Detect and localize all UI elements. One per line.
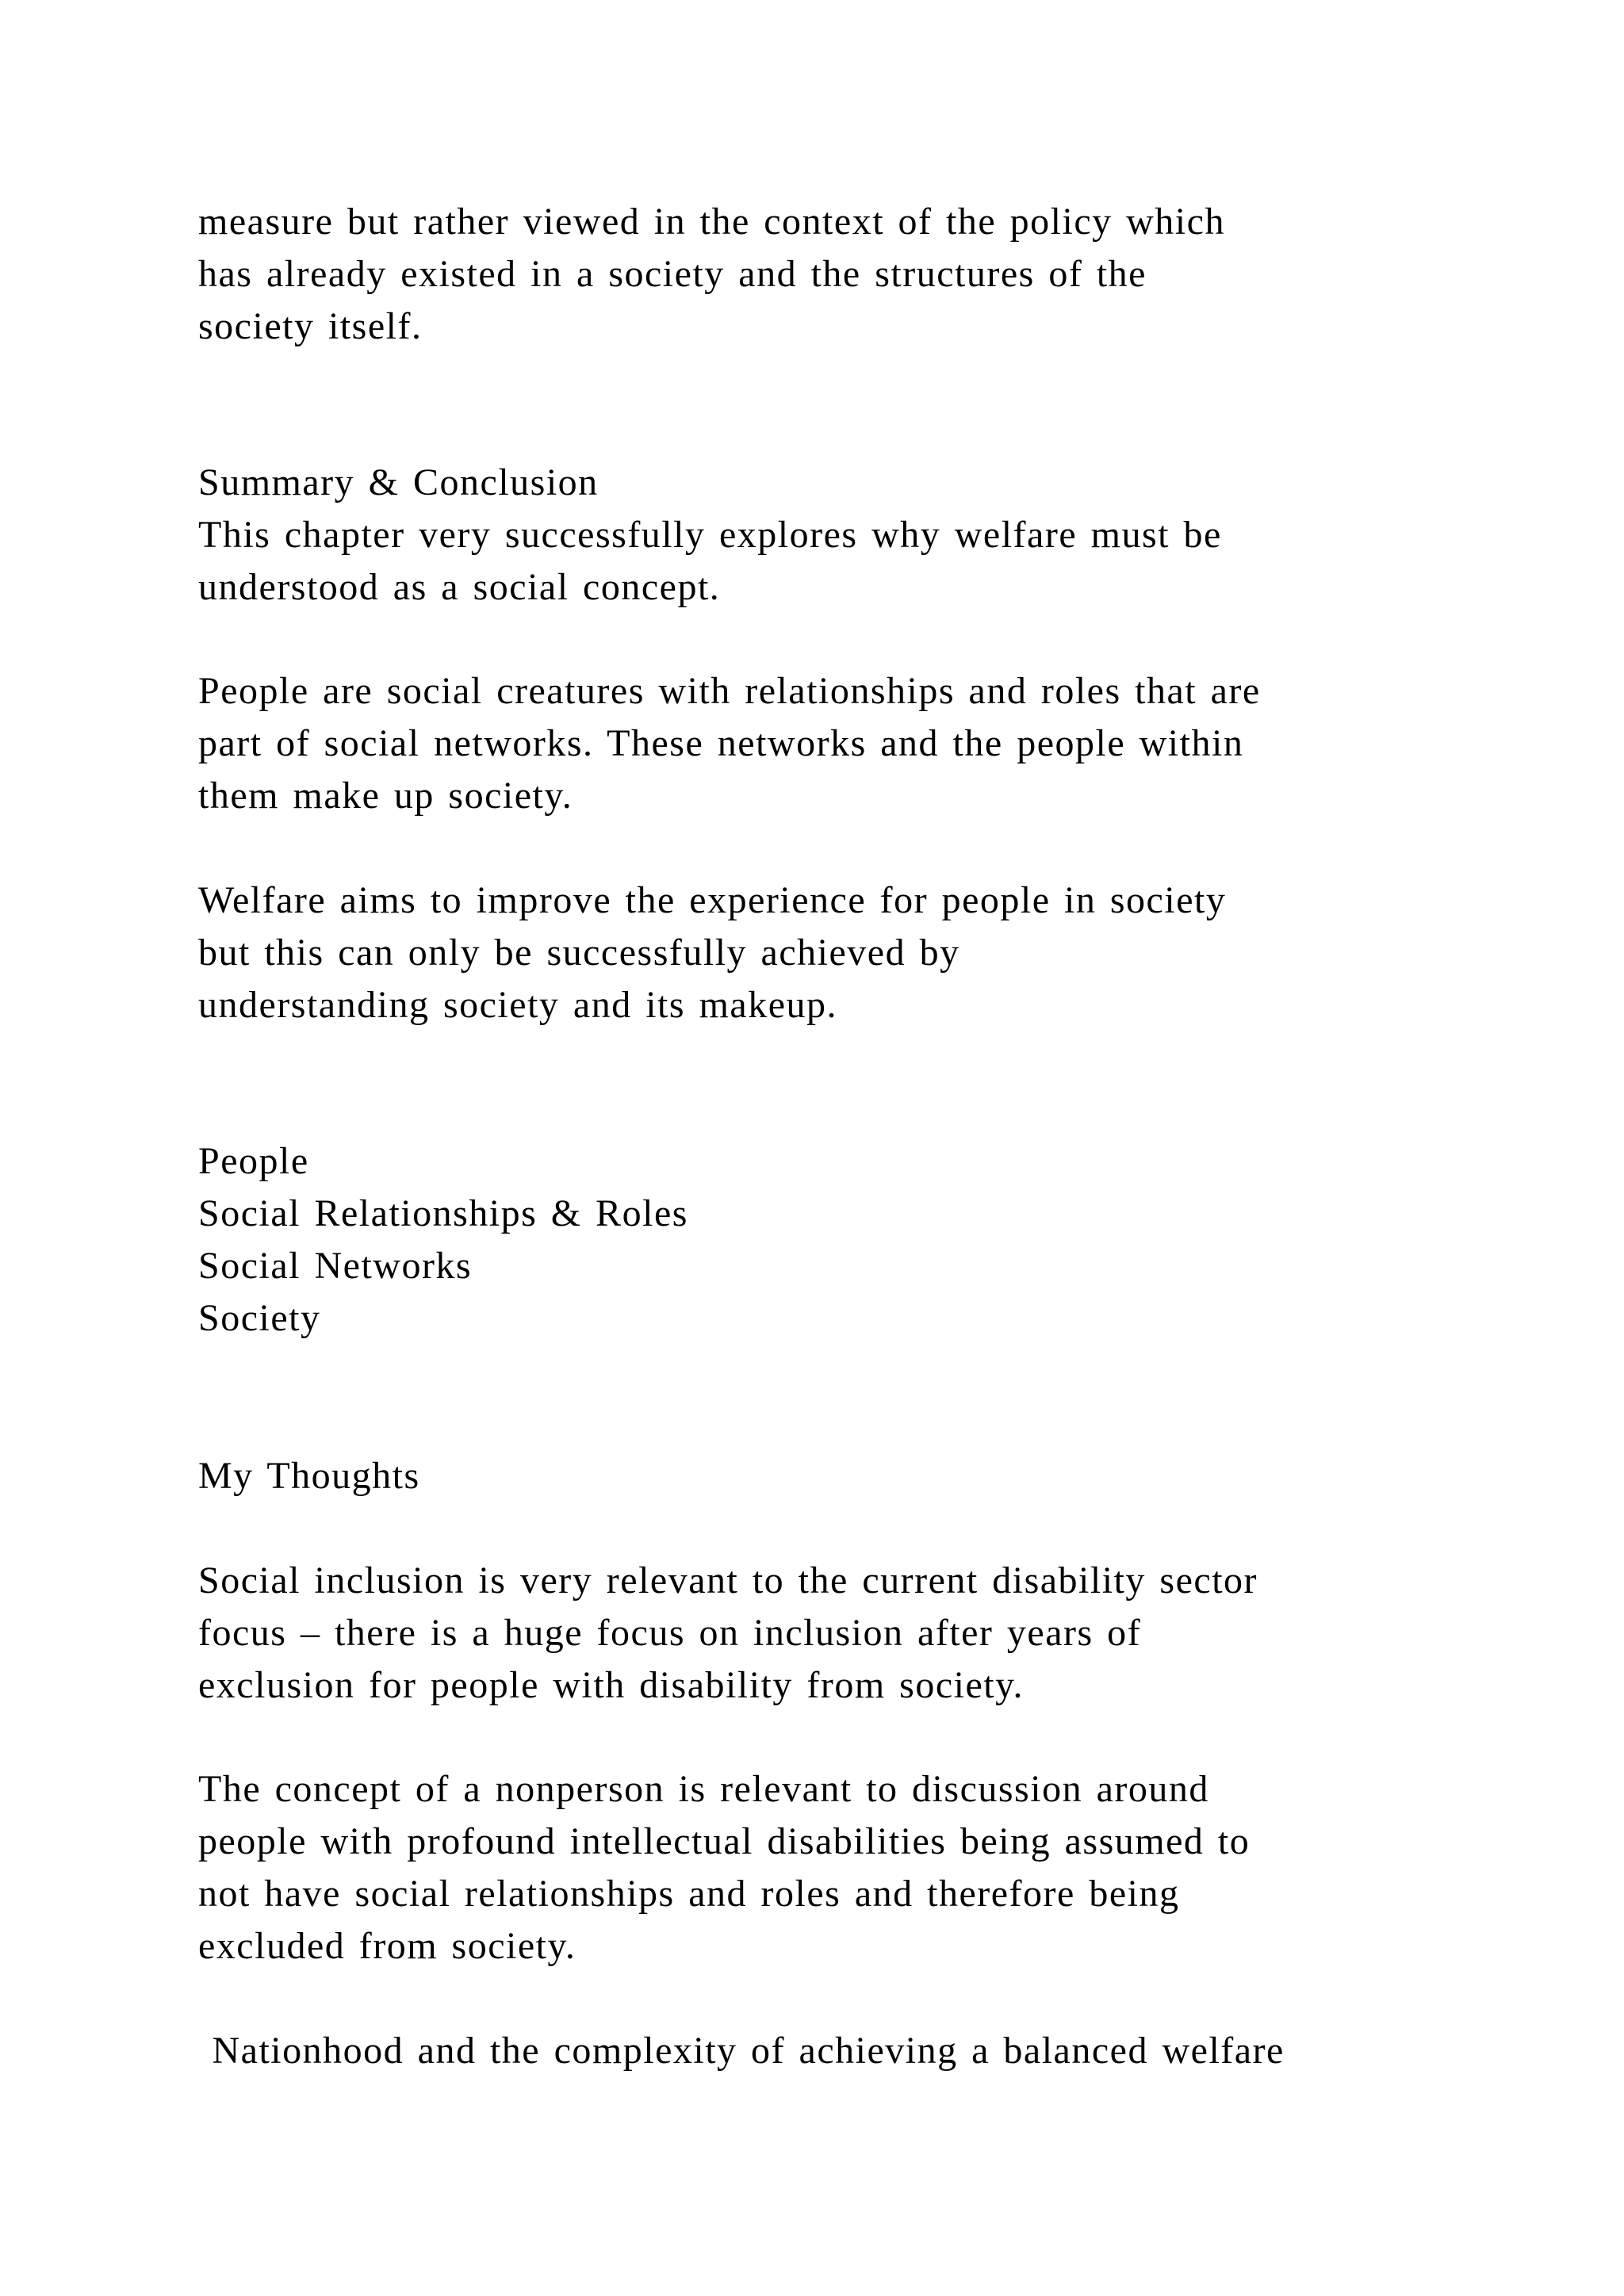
paragraph-line: measure but rather viewed in the context of the policy which: [198, 201, 1225, 243]
list-item: People: [198, 1140, 309, 1182]
list-item: Social Networks: [198, 1245, 473, 1287]
paragraph-line: not have social relationships and roles and therefore being: [198, 1873, 1180, 1915]
paragraph-line: Welfare aims to improve the experience for people in society: [198, 879, 1227, 921]
paragraph-line: Nationhood and the complexity of achieving a balanced welfare: [198, 2030, 1285, 2072]
paragraph-line: Social inclusion is very relevant to the current disability sector: [198, 1559, 1258, 1601]
paragraph-line: but this can only be successfully achieved by: [198, 932, 960, 974]
list-item: Social Relationships & Roles: [198, 1192, 688, 1234]
paragraph-line: them make up society.: [198, 775, 573, 817]
section-heading-thoughts: My Thoughts: [198, 1455, 420, 1497]
paragraph-line: This chapter very successfully explores why welfare must be: [198, 514, 1222, 556]
paragraph-line: society itself.: [198, 305, 423, 347]
list-item: Society: [198, 1297, 321, 1339]
paragraph-line: excluded from society.: [198, 1925, 576, 1967]
paragraph-line: exclusion for people with disability from society.: [198, 1664, 1025, 1706]
paragraph-line: understood as a social concept.: [198, 566, 721, 608]
paragraph-line: people with profound intellectual disabilities being assumed to: [198, 1820, 1251, 1862]
paragraph-line: People are social creatures with relationships and roles that are: [198, 670, 1261, 712]
section-heading-summary: Summary & Conclusion: [198, 461, 599, 503]
paragraph-line: focus – there is a huge focus on inclusion after years of: [198, 1612, 1142, 1654]
paragraph-line: has already existed in a society and the structures of the: [198, 253, 1147, 295]
paragraph-line: part of social networks. These networks and the people within: [198, 722, 1244, 764]
paragraph-line: understanding society and its makeup.: [198, 984, 838, 1026]
paragraph-line: The concept of a nonperson is relevant to discussion around: [198, 1768, 1209, 1810]
